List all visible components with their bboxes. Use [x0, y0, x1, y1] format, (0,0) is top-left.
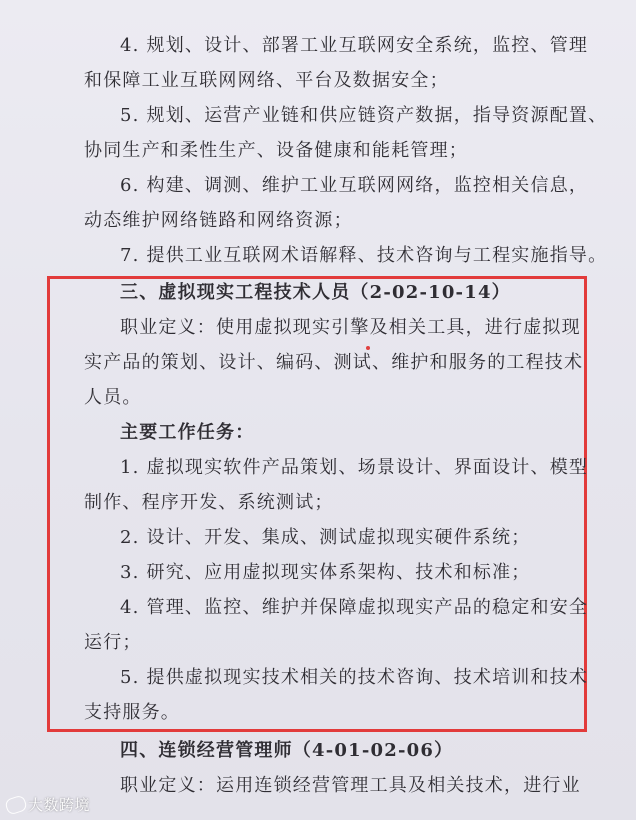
text-line: 和保障工业互联网网络、平台及数据安全；: [84, 70, 449, 91]
text-line: 1. 虚拟现实软件产品策划、场景设计、界面设计、模型: [120, 457, 589, 478]
watermark-logo-icon: [4, 794, 28, 815]
text-line: 人员。: [84, 387, 142, 408]
text-line: 支持服务。: [84, 702, 180, 723]
text-line: 7. 提供工业互联网术语解释、技术咨询与工程实施指导。: [120, 245, 608, 266]
text-line: 6. 构建、调测、维护工业互联网网络，监控相关信息，: [120, 175, 589, 196]
watermark-text: 大数跨境: [28, 796, 91, 814]
text-line: 4. 规划、设计、部署工业互联网安全系统，监控、管理: [120, 35, 589, 56]
text-line: 运行；: [84, 632, 142, 653]
text-line: 协同生产和柔性生产、设备健康和能耗管理；: [84, 140, 468, 161]
text-line: 职业定义：运用连锁经营管理工具及相关技术，进行业: [120, 775, 581, 796]
red-dot-mark: [366, 346, 370, 350]
text-line: 职业定义：使用虚拟现实引擎及相关工具，进行虚拟现: [120, 317, 581, 338]
text-line: 5. 提供虚拟现实技术相关的技术咨询、技术培训和技术: [120, 667, 589, 688]
text-line: 动态维护网络链路和网络资源；: [84, 210, 353, 231]
text-line: 制作、程序开发、系统测试；: [84, 492, 334, 513]
text-line: 3. 研究、应用虚拟现实体系架构、技术和标准；: [120, 562, 531, 583]
text-line: 4. 管理、监控、维护并保障虚拟现实产品的稳定和安全: [120, 597, 589, 618]
text-line: 2. 设计、开发、集成、测试虚拟现实硬件系统；: [120, 527, 531, 548]
text-line: 实产品的策划、设计、编码、测试、维护和服务的工程技术: [84, 352, 584, 373]
text-line: 5. 规划、运营产业链和供应链资产数据，指导资源配置、: [120, 105, 608, 126]
section-heading: 三、虚拟现实工程技术人员（2-02-10-14）: [120, 282, 511, 303]
section-heading: 四、连锁经营管理师（4-01-02-06）: [120, 740, 454, 761]
subheading: 主要工作任务：: [120, 422, 255, 443]
